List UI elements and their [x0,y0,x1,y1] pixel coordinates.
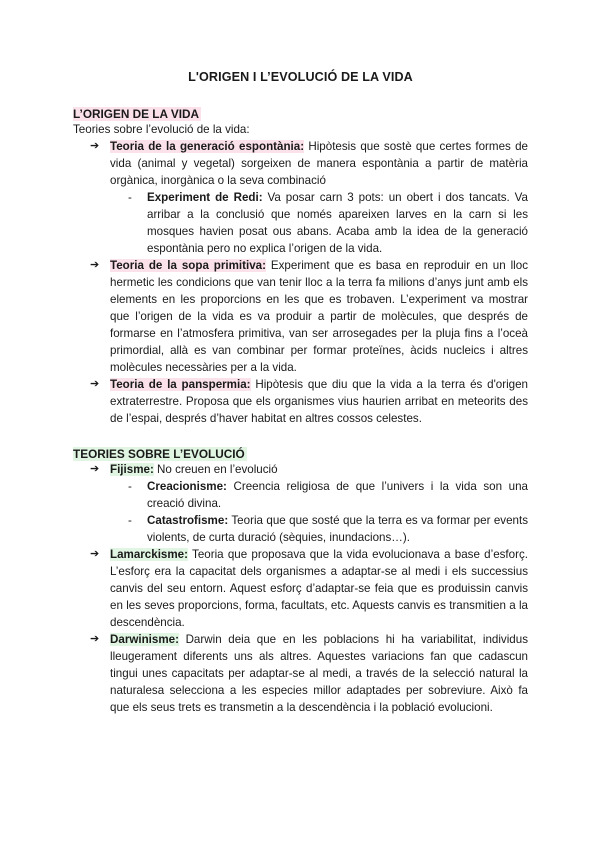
item-text: No creuen en l’evolució [153,463,278,476]
item-text: Darwin deia que en les poblacions hi ha variabilitat, individus lleugerament diferents uns als altres. Aquestes variacions fan que cadascun tingui unes capacitats per adaptar-se al medi, a través de la selecció natural la naturalesa selecciona a les especies millor adaptades per sobreviure. Això fa que els seus trets es transmetin a la descendència i la població evolucioni. [110,633,528,714]
item-text: Experiment que es basa en reproduir en un lloc hermetic les condicions que van tenir lloc a la terra fa milions d’anys junt amb els elements en les proporcions en les que es trobaven. L’experiment va mostrar que l’origen de la vida es va produir a partir de molècules, que després de formarse en l’atmosfera primitiva, van ser arrosegades per la pluja fins a l’oceà primordial, allà es van combinar per formar proteïnes, àcids nucleics i altres molècules necessàries per a la vida. [110,259,528,374]
term-label: Teoria de la panspermia: [110,378,251,391]
arrow-bullet-icon: ➔ [90,378,100,390]
sub-list-item [73,512,528,546]
term-label: Creacionisme: [147,480,227,493]
arrow-bullet-icon: ➔ [90,548,100,560]
section-heading-origin: L’ORIGEN DE LA VIDA [73,107,200,121]
item-text: Teoria que proposava que la vida evolucionava a base d’esforç. L’esforç era la capacitat dels organismes a adaptar-se al medi i els successius canvis del seu entorn. Aquest esforç d’adaptar-se feia que es produissin canvis en les seves proporcions, forma, facultats, etc. Aquests canvis es transmitien a la descendència. [110,548,528,629]
term-label: Experiment de Redi: [147,191,263,204]
sub-list-item [73,478,528,512]
dash-bullet-icon: - [128,480,132,493]
document-title: L'ORIGEN I L’EVOLUCIÓ DE LA VIDA [188,70,413,84]
term-label: Teoria de la generació espontània: [110,140,305,153]
intro-text: Teories sobre l’evolució de la vida: [73,123,250,136]
document-page [73,70,528,716]
section-gap [73,427,528,447]
list-item [73,376,528,427]
term-label: Teoria de la sopa primitiva: [110,259,266,272]
dash-bullet-icon: - [128,514,132,527]
list-item [73,138,528,189]
term-label: Fijisme: [110,463,154,476]
sub-list-item [73,189,528,257]
arrow-bullet-icon: ➔ [90,633,100,645]
arrow-bullet-icon: ➔ [90,140,100,152]
dash-bullet-icon: - [128,191,132,204]
term-label: Lamarckisme: [110,548,188,561]
list-item [73,546,528,631]
item-text: Teoria que que sosté que la terra es va formar per events violents, de curta duració (sèquies, inundacions…). [147,514,528,544]
arrow-bullet-icon: ➔ [90,463,100,475]
section-heading-evolution: TEORIES SOBRE L’EVOLUCIÓ [73,447,245,461]
item-text: Hipòtesis que diu que la vida a la terra és d'origen extraterrestre. Proposa que els organismes vius haurien arribat en meteorits des de l’espai, després d’haver habitat en altres cossos celestes. [110,378,529,425]
item-text: Creencia religiosa de que l’univers i la vida son una creació divina. [147,480,528,510]
term-label: Catastrofisme: [147,514,229,527]
list-item [73,257,528,376]
arrow-bullet-icon: ➔ [90,259,100,271]
item-text: Va posar carn 3 pots: un obert i dos tancats. Va arribar a la conclusió que només apareixen larves en la carn si les mosques havien posat ous abans. Acaba amb la idea de la generació espontània pero no explica l’origen de la vida. [147,191,528,255]
term-label: Darwinisme: [110,633,179,646]
item-text: Hipòtesis que sostè que certes formes de vida (animal y vegetal) sorgeixen de manera espontània a partir de matèria orgànica, inorgànica o la seva combinació [110,140,528,187]
list-item [73,461,528,478]
list-item [73,631,528,716]
